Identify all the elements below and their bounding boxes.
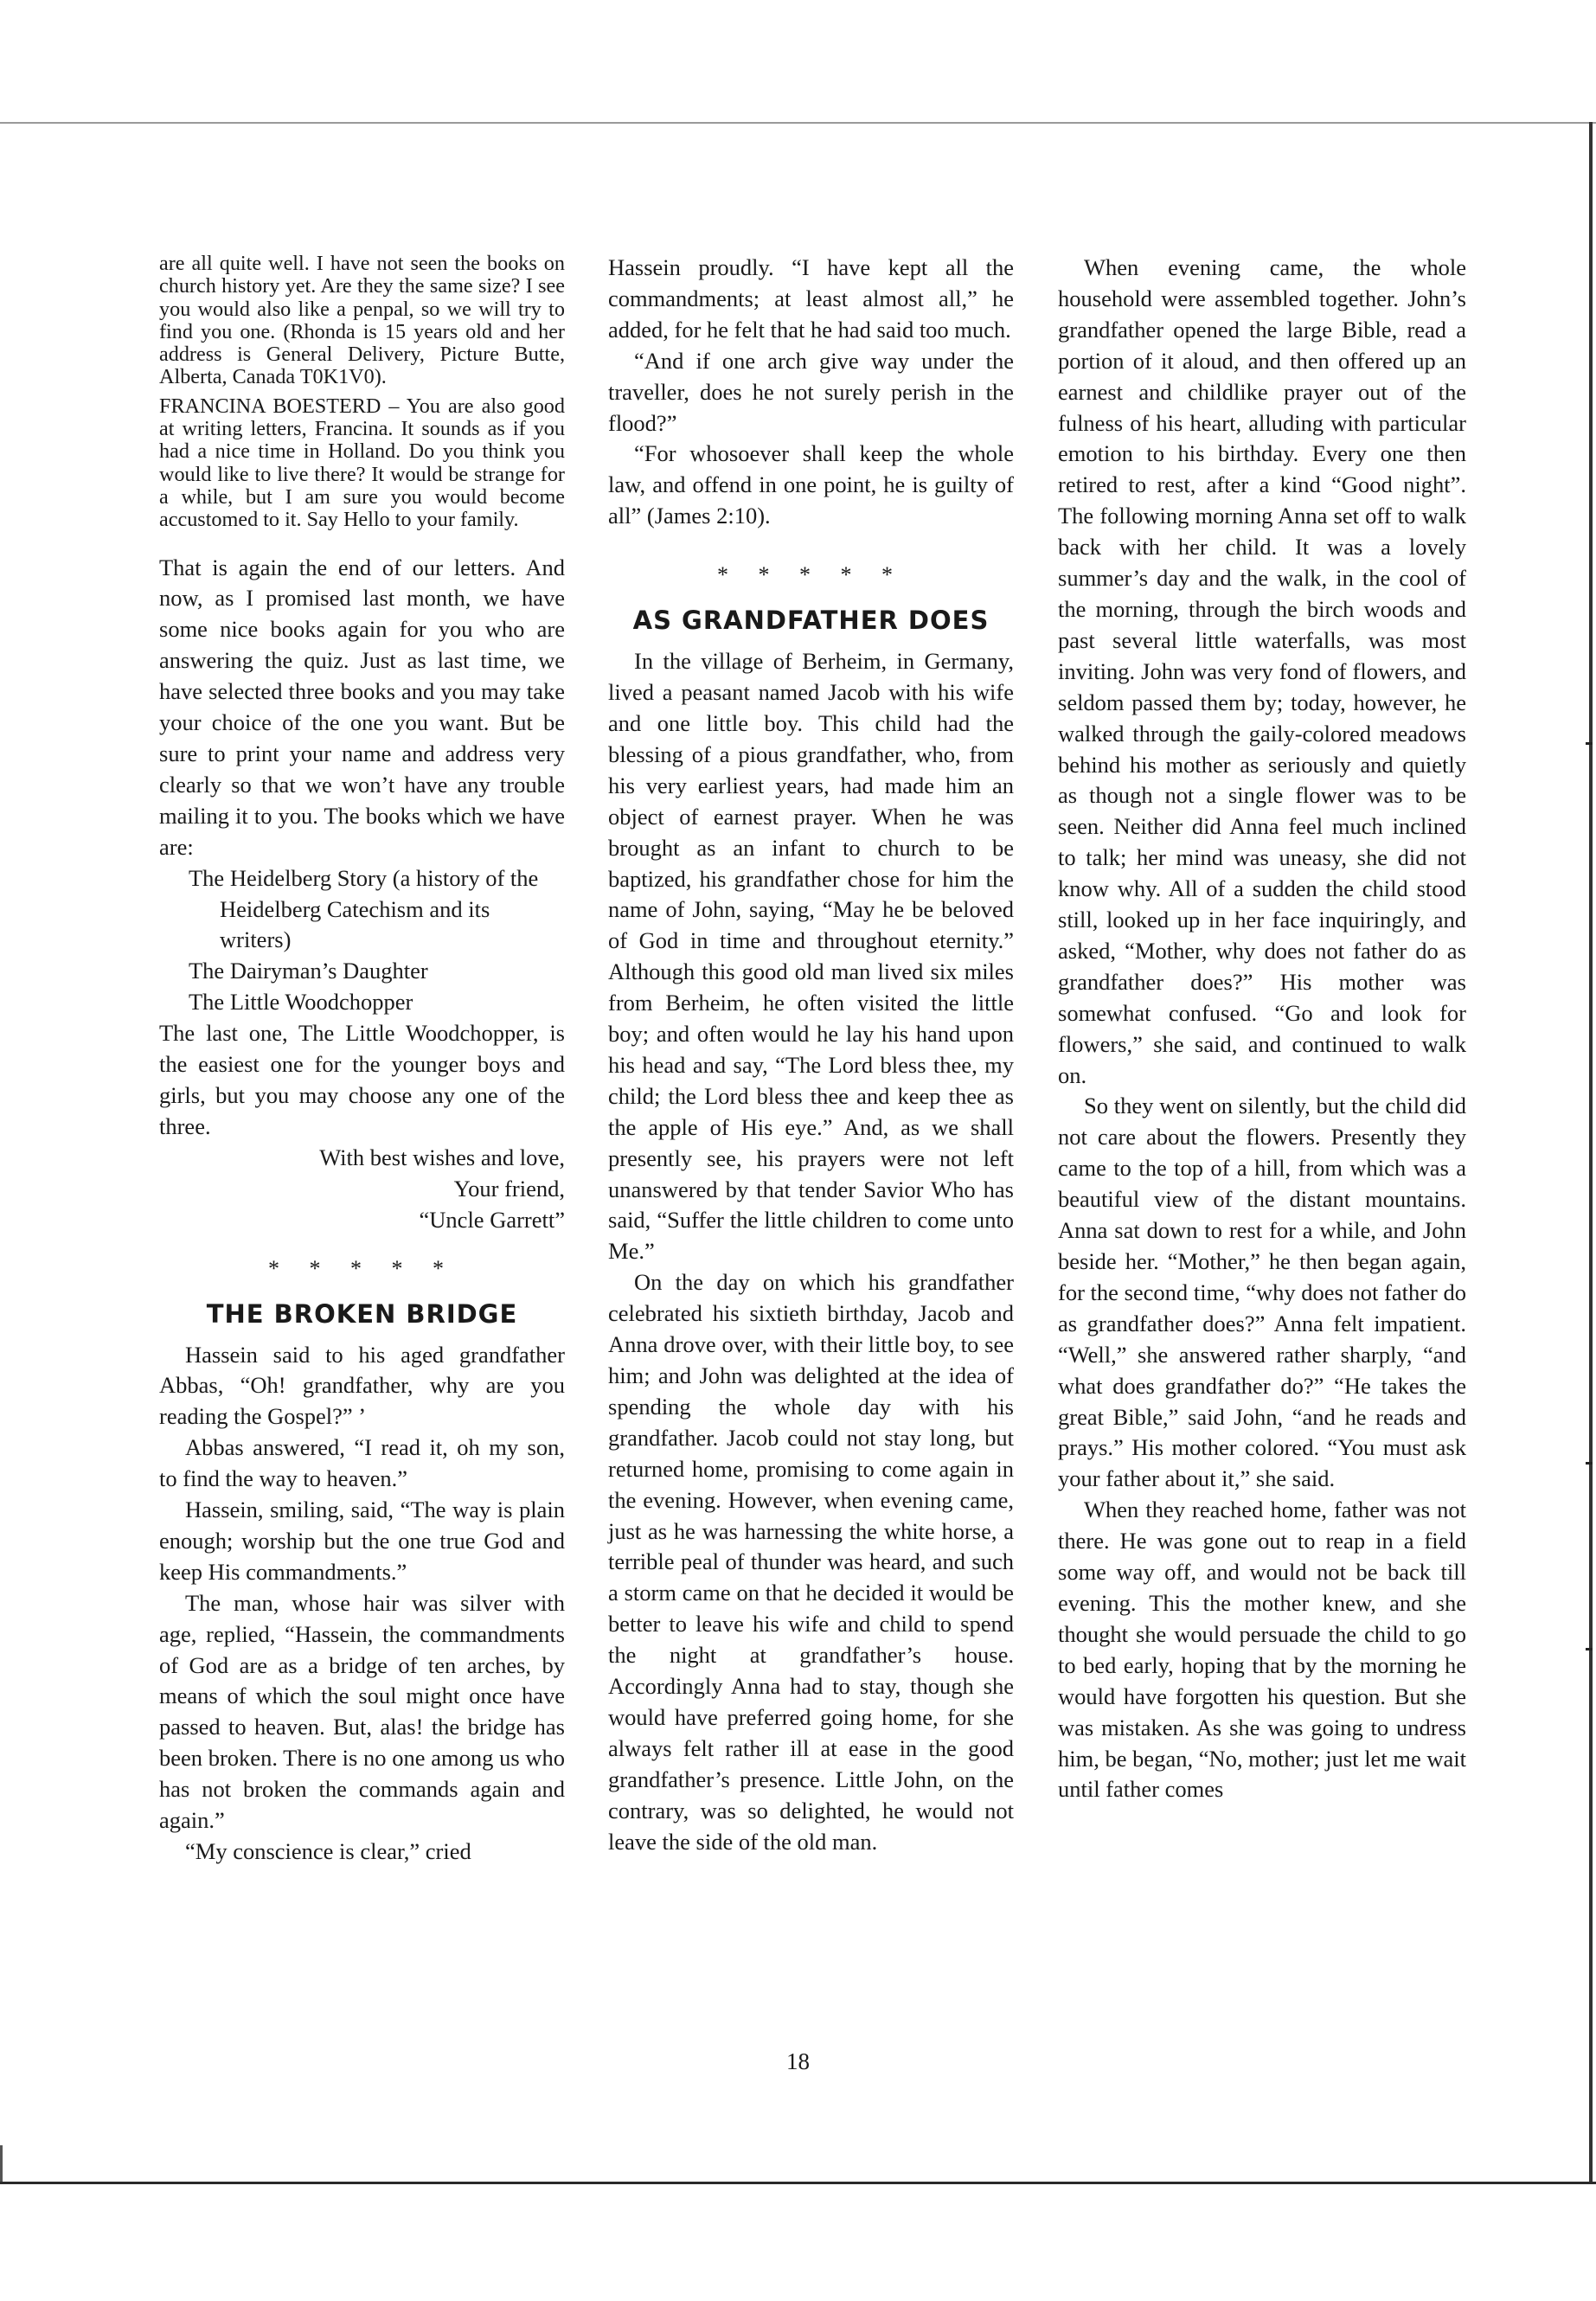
page-bottom-edge bbox=[0, 2182, 1596, 2184]
story-broken-bridge-continued bbox=[608, 253, 1014, 532]
story-paragraph: “For whosoever shall keep the whole law, and offend in one point, he is guilty of all” (James 2:10). bbox=[608, 440, 1014, 529]
story-paragraph: When they reached home, father was not there. He was gone out to reap in a field some way off, and would not be back till evening. This the mother knew, and she thought she would persuade the child to go to bed early, hoping that by the morning he would have forgotten his question. But she was mistaken. As she was going to undress him, be began, “No, mother; just let me wait until father comes bbox=[1058, 1497, 1466, 1803]
story-paragraph: In the village of Berheim, in Germany, lived a peasant named Jacob with his wife and one little boy. This child had the blessing of a pious grandfather, who, from his very earliest years, had made him an object of earnest prayer. When he was brought as an infant to church to be baptized, his grandfather chose for him the name of John, saying, “May he be beloved of God in time and throughout eternity.” Although this good old man lived six miles from Berheim, he often visited the little boy; and often would he lay his hand upon his head and say, “The Lord bless thee, my child; the Lord bless thee and keep thee as the apple of His eye.” And, as we shall presently see, his prayers were not left unanswered by that tender Savior Who has said, “Suffer the little children to come unto Me.” bbox=[608, 648, 1014, 1265]
section-divider-stars: * * * * * bbox=[268, 1255, 456, 1281]
signoff-signature: “Uncle Garrett” bbox=[419, 1206, 565, 1233]
story-paragraph: Hassein, smiling, said, “The way is plain enough; worship but the one true God and keep His commandments.” bbox=[159, 1497, 565, 1585]
section-divider-stars: * * * * * bbox=[717, 562, 905, 588]
signoff-line: Your friend, bbox=[453, 1175, 565, 1202]
story-as-grandfather-does bbox=[608, 646, 1014, 1857]
quiz-announcement bbox=[159, 553, 565, 1236]
column-3 bbox=[1058, 253, 1466, 1805]
page-left-edge bbox=[0, 2145, 3, 2184]
page-top-edge bbox=[0, 122, 1596, 124]
story-paragraph: Hassein proudly. “I have kept all the commandments; at least almost all,” he added, for he felt that he had said too much. bbox=[608, 254, 1014, 343]
story-heading-broken-bridge: THE BROKEN BRIDGE bbox=[206, 1298, 518, 1329]
margin-tick-mark bbox=[1586, 1462, 1593, 1465]
letter-reply-francina: FRANCINA BOESTERD – You are also good at writing letters, Francina. It sounds as if you had a nice time in Holland. Do you think you would like to live there? It would be strange for a while, but I am sure you would become accustomed to it. Say Hello to your family. bbox=[159, 394, 565, 532]
margin-tick-mark bbox=[1586, 1648, 1593, 1650]
story-broken-bridge bbox=[159, 1340, 565, 1868]
book-list-item: The Little Woodchopper bbox=[189, 989, 413, 1016]
story-paragraph: Abbas answered, “I read it, oh my son, to find the way to heaven.” bbox=[159, 1434, 565, 1492]
page-number: 18 bbox=[786, 2048, 810, 2074]
after-books-paragraph: The last one, The Little Woodchopper, is the easiest one for the younger boys and girls, but you may choose any one of the three. bbox=[159, 1020, 565, 1139]
margin-tick-mark bbox=[1586, 742, 1593, 745]
page-right-edge bbox=[1589, 122, 1593, 2184]
signoff-line: With best wishes and love, bbox=[319, 1144, 565, 1170]
story-paragraph: Hassein said to his aged grandfather Abbas, “Oh! grandfather, why are you reading the Gospel?” ’ bbox=[159, 1341, 565, 1430]
column-1 bbox=[159, 253, 565, 1868]
story-as-grandfather-does-continued bbox=[1058, 253, 1466, 1805]
story-paragraph: “And if one arch give way under the traveller, does he not surely perish in the flood?” bbox=[608, 347, 1014, 436]
book-list-item: The Dairyman’s Daughter bbox=[189, 958, 428, 984]
story-heading-as-grandfather-does: AS GRANDFATHER DOES bbox=[632, 606, 990, 636]
story-paragraph: When evening came, the whole household were assembled together. John’s grandfather opened the large Bible, read a portion of it aloud, and then offered up an earnest and childlike prayer out of the fulness of his heart, alluding with particular emotion to his birthday. Every one then retired to rest, after a kind “Good night”. The following morning Anna set off to walk back with her child. It was a lovely summer’s day and the walk, in the cool of the morning, through the birch woods and past several little waterfalls, was most inviting. John was very fond of flowers, and seldom passed them by; today, however, he walked through the gaily-colored meadows behind his mother as seriously and quietly as though not a single flower was to be seen. Neither did Anna feel much inclined to talk; her mind was uneasy, she did not know why. All of a sudden the child stood still, looked up in her face inquiringly, and asked, “Mother, why does not father do as grandfather does?” His mother was somewhat confused. “Go and look for flowers,” she said, and continued to walk on. bbox=[1058, 254, 1466, 1088]
letter-reply-rhonda: are all quite well. I have not seen the books on church history yet. Are they the same size? I see you would also like a penpal, so we will try to find you one. (Rhonda is 15 years old and her address is General Delivery, Picture Butte, Alberta, Canada T0K1V0). bbox=[159, 252, 565, 389]
story-paragraph: So they went on silently, but the child did not care about the flowers. Presently they came to the top of a hill, from which was a beautiful view of the distant mountains. Anna sat down to rest for a while, and John beside her. “Mother,” he then began again, for the second time, “why does not father do as grandfather does?” Anna felt impatient. “Well,” she answered rather sharply, “and what does grandfather do?” “He takes the great Bible,” said John, “and he reads and prays.” His mother colored. “You must ask your father about it,” she said. bbox=[1058, 1093, 1466, 1492]
story-paragraph: On the day on which his grandfather celebrated his sixtieth birthday, Jacob and Anna drove over, with their little boy, to see him; and John was delighted at the idea of spending the whole day with his grandfather. Jacob could not stay long, but returned home, promising to come again in the evening. However, when evening came, just as he was harnessing the white horse, a terrible peal of thunder was heard, and such a storm came on that he decided it would be better to leave his wife and child to spend the night at grandfather’s house. Accordingly Anna had to stay, though she would have preferred going home, for she always felt rather ill at ease in the good grandfather’s presence. Little John, on the contrary, was so delighted, he would not leave the side of the old man. bbox=[608, 1269, 1014, 1855]
closing-paragraph: That is again the end of our letters. And now, as I promised last month, we have some nice books again for you who are answering the quiz. Just as last time, we have selected three books and you may take your choice of the one you want. But be sure to print your name and address very clearly so that we won’t have any trouble mailing it to you. The books which we have are: bbox=[159, 554, 565, 860]
story-paragraph: The man, whose hair was silver with age, replied, “Hassein, the commandments of God are as a bridge of ten arches, by means of which the soul might once have passed to heaven. But, alas! the bridge has been broken. There is no one among us who has not broken the commands again and again.” bbox=[159, 1589, 565, 1834]
story-paragraph: “My conscience is clear,” cried bbox=[185, 1838, 471, 1864]
book-list-item: The Heidelberg Story (a history of the Heidelberg Catechism and its writers) bbox=[189, 864, 539, 953]
column-2 bbox=[608, 253, 1014, 1858]
